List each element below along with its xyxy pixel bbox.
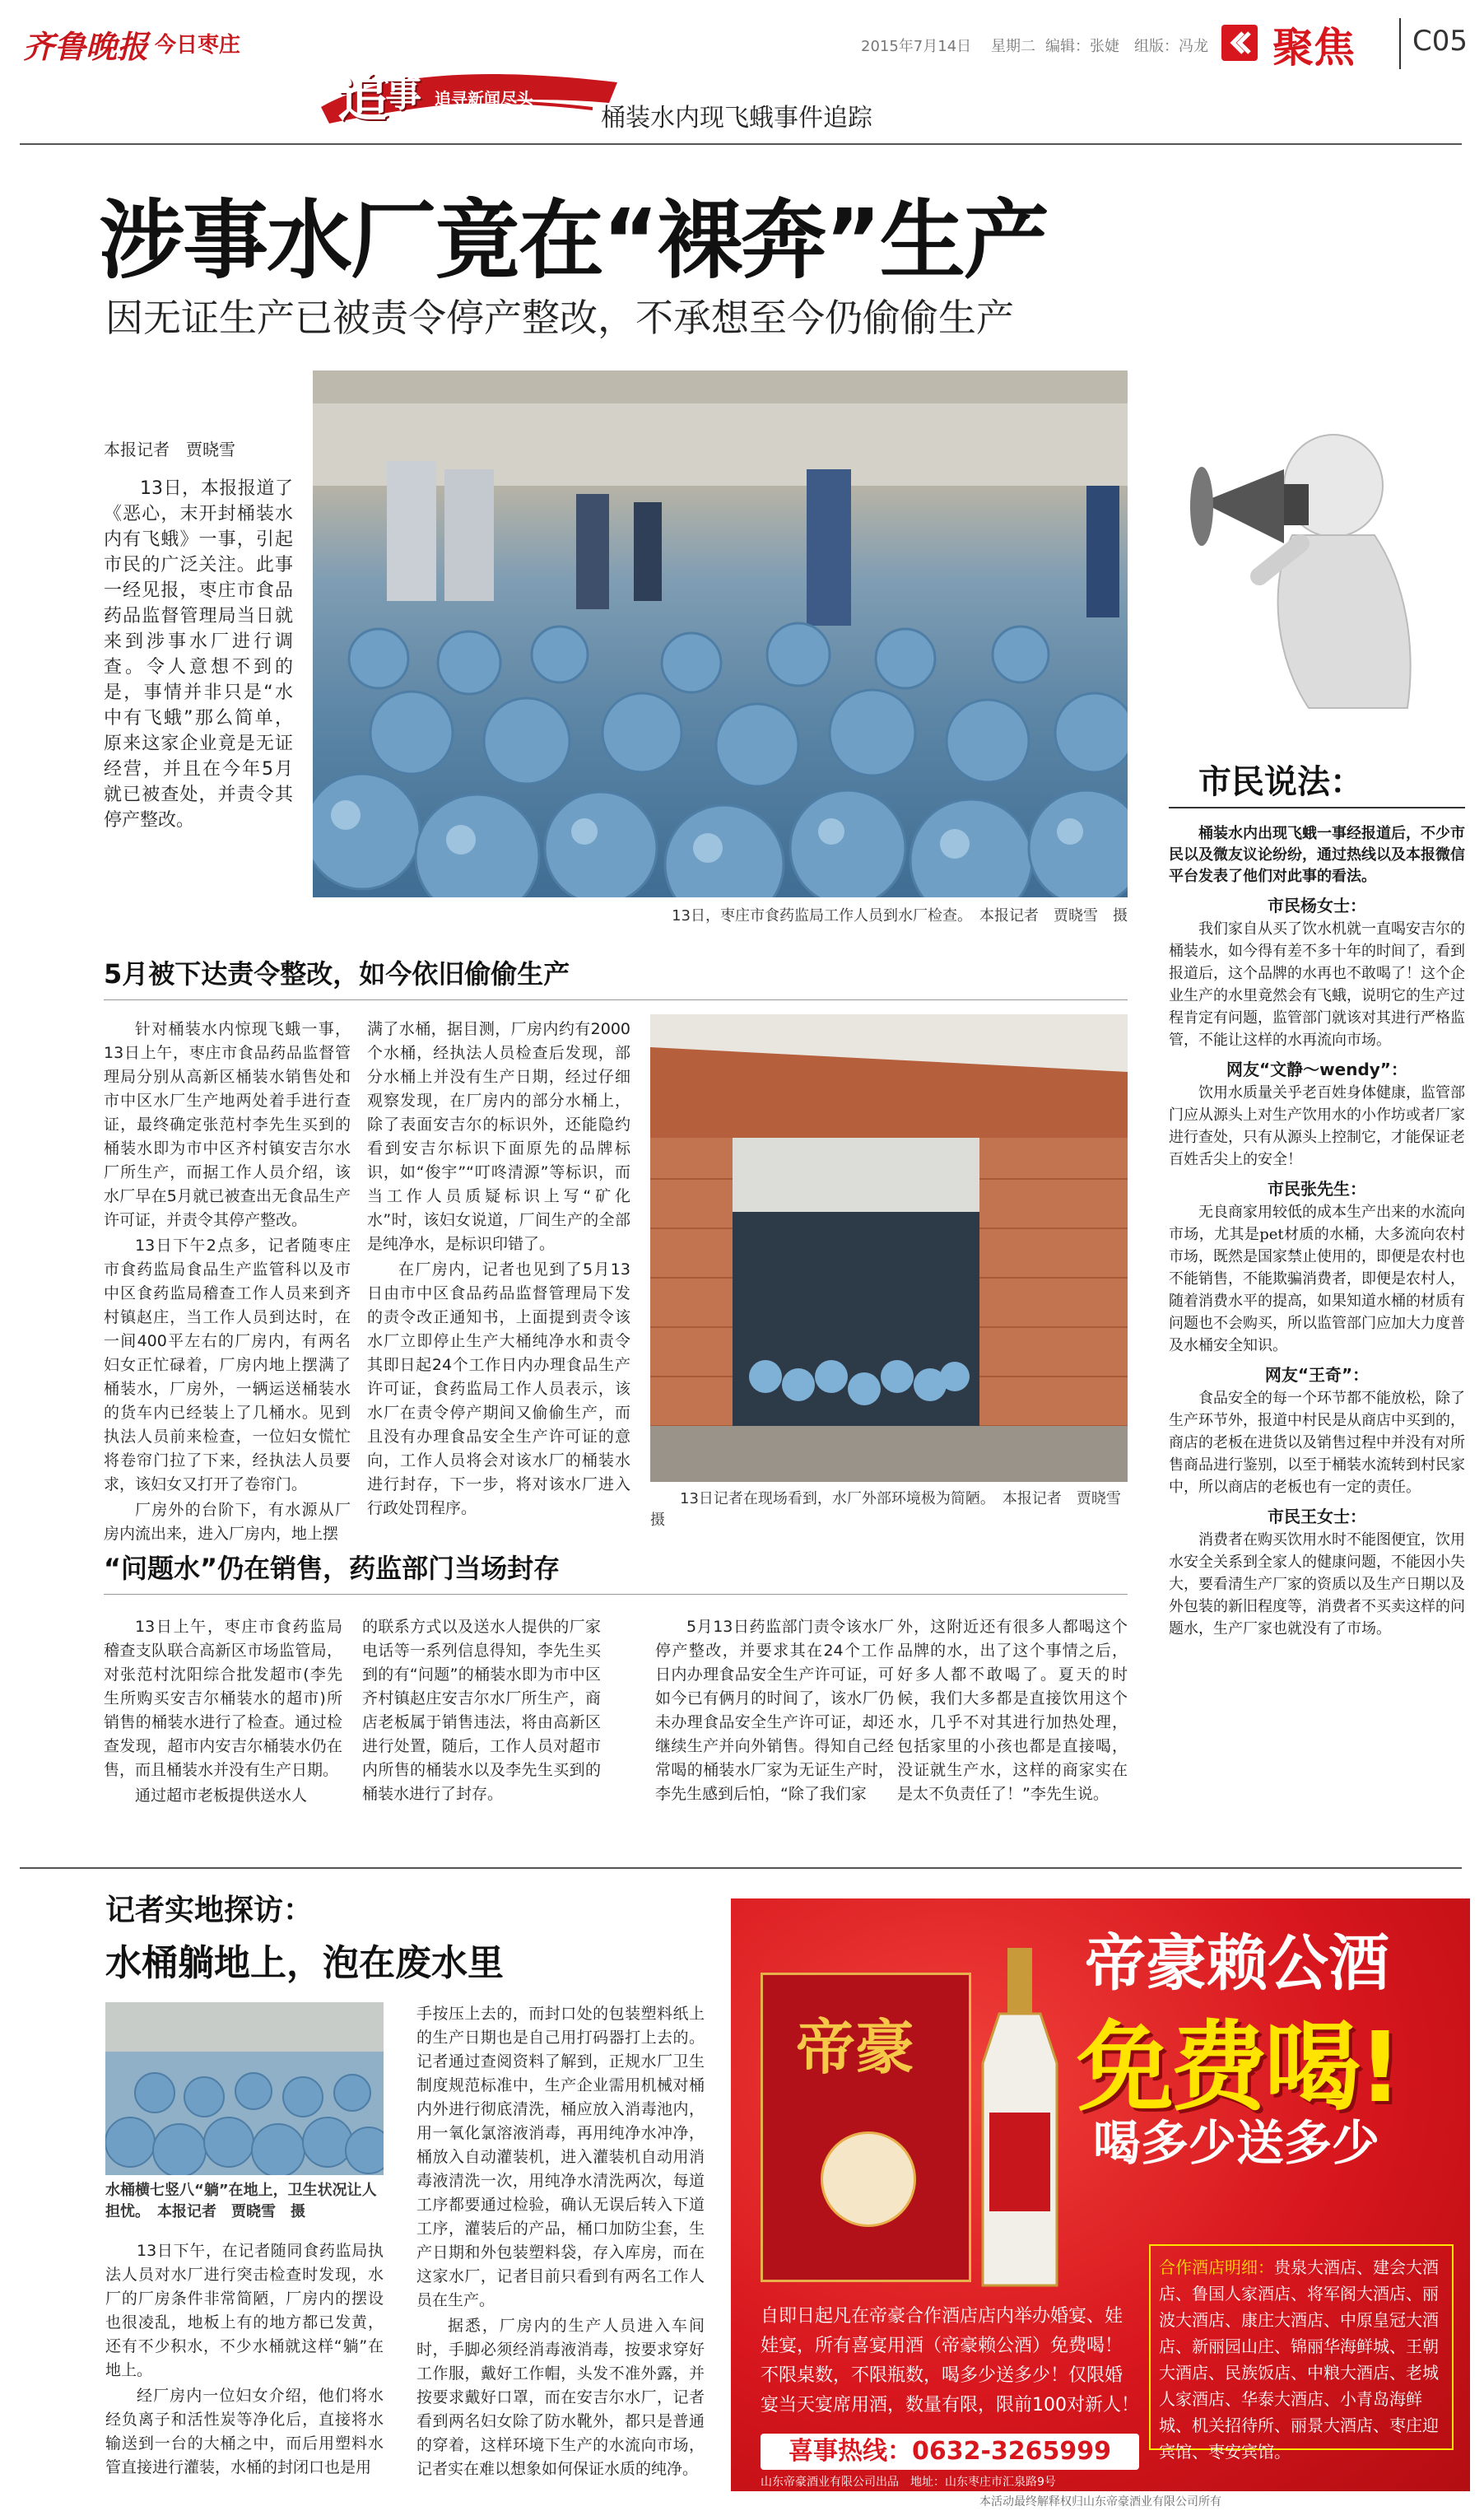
section2-p4: 5月13日药监部门责令该水厂停产整改，并要求其在24个工作日内办理食品安全生产许可证，可如今已有俩月的时间了，该水厂仍未办理食品安全生产许可证，却还继续生产并向外销售。得知自己经常喝的桶装水厂家为无证生产时，李先生感到后怕，“除了我们家 bbox=[655, 1618, 894, 1803]
bottom-section-rule bbox=[20, 1867, 1462, 1869]
edition-label: 今日枣庄 bbox=[155, 33, 241, 58]
weekday: 星期二 bbox=[991, 38, 1035, 55]
lead-text bbox=[104, 476, 293, 835]
section1-p4: 满了水桶，据目测，厂房内约有2000个水桶，经执法人员检查后发现，部分水桶上并没有生产日期，经过仔细观察发现，在厂房内的部分水桶上，除了表面安吉尔的标识外，还能隐约看到安吉尔标识下面原先的品牌标识，如“俊宇”“叮咚清源”等标识，而当工作人员质疑标识上写“矿化水”时，该妇女说道，厂间生产的全部是纯净水，是标识印错了。 bbox=[367, 1020, 630, 1253]
brick-building-photo-icon bbox=[650, 1014, 1128, 1482]
ad-free-drink: 免费喝! bbox=[1077, 2010, 1399, 2124]
section2-col3 bbox=[655, 1615, 894, 1808]
ad-title: 帝豪赖公酒 bbox=[1085, 1928, 1389, 1999]
photo-factory-exterior bbox=[650, 1014, 1128, 1482]
page-number: C05 bbox=[1412, 25, 1468, 58]
section1-p5: 在厂房内，记者也见到了5月13日由市中区食品药品监督管理局下发的责令改正通知书，上面提到责令该水厂立即停止生产大桶纯净水和责令其即日起24个工作日内办理食品生产许可证，食药监局工作人员表示，该水厂在责令停产期间又偷偷生产，而且没有办理食品安全生产许可证的意向，工作人员将会对该水厂的桶装水进行封存，下一步，将对该水厂进入行政处罚程序。 bbox=[367, 1260, 630, 1517]
comment-author: 网友“文静～wendy”： bbox=[1226, 1060, 1407, 1079]
editor: 编辑：张婕 bbox=[1045, 38, 1119, 55]
section1-col1 bbox=[104, 1018, 351, 1548]
ad-hotels-title: 合作酒店明细： bbox=[1159, 2257, 1274, 2277]
comment-wendy bbox=[1169, 1056, 1465, 1171]
photo-inspection-caption: 13日，枣庄市食药监局工作人员到水厂检查。 本报记者 贾晓雪 摄 bbox=[672, 907, 1128, 925]
comment-author: 网友“王奇”： bbox=[1264, 1365, 1370, 1385]
visit-p2: 经厂房内一位妇女介绍，他们将水经负离子和活性炭等净化后，直接将水输送到一台的大桶之中，而后用塑料水管直接进行灌装，水桶的封闭口也是用 bbox=[105, 2387, 384, 2476]
visit-p1: 13日下午，在记者随同食药监局执法人员对水厂进行突击检查时发现，水厂的厂房条件非常简陋，厂房内的摆设也很凌乱，地板上有的地方都已发黄，还有不少积水，不少水桶就这样“躺”在地上。 bbox=[105, 2242, 384, 2379]
section-divider bbox=[1399, 18, 1401, 69]
masthead-rule bbox=[20, 143, 1462, 145]
comment-author: 市民杨女士： bbox=[1268, 896, 1366, 915]
section2-col1 bbox=[104, 1615, 342, 1810]
ad-offer-text: 自即日起凡在帝豪合作酒店店内举办婚宴、娃娃宴，所有喜宴用酒（帝豪赖公酒）免费喝！不限桌数，不限瓶数，喝多少送多少！仅限婚宴当天宴席用酒，数量有限，限前100对新人！ bbox=[761, 2306, 1139, 2415]
comment-text: 食品安全的每一个环节都不能放松，除了生产环节外，报道中村民是从商店中买到的，商店的老板在进货以及销售过程中并没有对所售商品进行鉴别，以至于桶装水流转到村民家中，所以商店的老板也有一定的责任。 bbox=[1169, 1390, 1465, 1496]
section-icon bbox=[1221, 25, 1258, 61]
citizens-title: 市民说法： bbox=[1198, 763, 1363, 801]
section1-title: 5月被下达责令整改，如今依旧偷偷生产 bbox=[104, 958, 570, 990]
comment-author: 市民王女士： bbox=[1268, 1507, 1366, 1526]
citizens-intro: 桶装水内出现飞蛾一事经报道后，不少市民以及微友议论纷纷，通过热线以及本报微信平台发表了他们对此事的看法。 bbox=[1169, 825, 1465, 885]
comment-author: 市民张先生： bbox=[1268, 1179, 1366, 1199]
photo-factory-caption: 13日记者在现场看到，水厂外部环境极为简陋。 本报记者 贾晓雪 摄 bbox=[650, 1490, 1136, 1529]
ad-product-box bbox=[761, 1973, 971, 2282]
section1-p2: 13日下午2点多，记者随枣庄市食药监局食品生产监管科以及市中区食药监局稽查工作人员来到齐村镇赵庄，当工作人员到达时，在一间400平左右的厂房内，有两名妇女正忙碌着，厂房内地上摆满了桶装水，厂房外，一辆运送桶装水的货车内已经装上了几桶水。见到执法人员前来检查，一位妇女慌忙将卷帘门拉了下来，经执法人员要求，该妇女又打开了卷帘门。 bbox=[104, 1237, 351, 1493]
ad-banner[interactable] bbox=[731, 1898, 1470, 2491]
ad-bottle bbox=[975, 1948, 1065, 2294]
section2-title: “问题水”仍在销售，药监部门当场封存 bbox=[104, 1553, 561, 1584]
ad-hotline-label: 喜事热线： bbox=[788, 2437, 912, 2466]
ad-hotline[interactable] bbox=[761, 2434, 1139, 2470]
comment-text: 我们家自从买了饮水机就一直喝安吉尔的桶装水，如今得有差不多十年的时间了，看到报道后，这个品牌的水再也不敢喝了！这个企业生产的水里竟然会有飞蛾，说明它的生产过程肯定有问题，监管部门就该对其进行严格监管，不能让这样的水再流向市场。 bbox=[1169, 920, 1465, 1049]
photo-bottles-floor bbox=[105, 2002, 384, 2175]
liquor-bottle-icon bbox=[975, 1948, 1065, 2294]
comment-zhang bbox=[1169, 1176, 1465, 1357]
photo-bottles-caption: 水桶横七竖八“躺”在地上，卫生状况让人担忧。 本报记者 贾晓雪 摄 bbox=[105, 2182, 377, 2220]
ad-slogan: 喝多少送多少 bbox=[1093, 2115, 1380, 2171]
visit-p4: 据悉，厂房内的生产人员进入车间时，手脚必须经消毒液消毒，按要求穿好工作服，戴好工作帽，头发不准外露，并按要求戴好口罩，而在安吉尔水厂，记者看到两名妇女除了防水靴外，都只是普通的穿着，这样环境下生产的水流向市场，记者实在难以想象如何保证水质的纯净。 bbox=[416, 2317, 705, 2478]
zhuishi-logo bbox=[313, 58, 626, 132]
section2-rule bbox=[104, 1594, 1128, 1595]
comment-wangqi bbox=[1169, 1362, 1465, 1498]
section2-p2: 通过超市老板提供送水人 bbox=[135, 1787, 308, 1805]
comment-yang bbox=[1169, 892, 1465, 1051]
water-bottles-photo-icon bbox=[313, 370, 1128, 897]
visit-title: 水桶躺地上，泡在废水里 bbox=[105, 1942, 504, 1984]
shi-char: 事 bbox=[385, 73, 421, 115]
zhui-subtitle: 追寻新闻尽头 bbox=[435, 89, 533, 109]
citizens-comments bbox=[1169, 823, 1465, 1642]
citizens-rule bbox=[1169, 807, 1465, 808]
photo-inspection bbox=[313, 370, 1128, 897]
section2-p1: 13日上午，枣庄市食药监局稽查支队联合高新区市场监管局，对张范村沈阳综合批发超市(李先生所购买安吉尔桶装水的超市)所销售的桶装水进行了检查。通过检查发现，超市内安吉尔桶装水仍在售，而且桶装水并没有生产日期。 bbox=[104, 1618, 342, 1779]
ad-box-brand: 帝豪 bbox=[796, 2012, 915, 2082]
date: 2015年7月14日 bbox=[861, 38, 972, 55]
visit-col1 bbox=[105, 2239, 384, 2481]
section2-col2 bbox=[362, 1615, 601, 1808]
paper-logo: 齐鲁晚报 bbox=[23, 28, 149, 65]
ad-footer: 山东帝豪酒业有限公司出品 地址：山东枣庄市汇泉路9号 bbox=[761, 2476, 1056, 2489]
visit-p3: 手按压上去的，而封口处的包装塑料纸上的生产日期也是自己用打码器打上去的。记者通过查阅资料了解到，正规水厂卫生制度规范标准中，生产企业需用机械对桶内外进行彻底清洗，桶应放入消毒池内，用一氧化氯溶液消毒，再用纯净水冲净，桶放入自动灌装机，进入灌装机自动用消毒液清洗一次，用纯净水清洗两次，每道工序都要通过检验，确认无误后转入下道工序，灌装后的产品，桶口加防尘套，生产日期和外包装塑料袋，存入库房，而在这家水厂，记者目前只看到有两名工作人员在生产。 bbox=[416, 2005, 705, 2309]
zhui-char: 追 bbox=[337, 68, 389, 128]
comment-text: 消费者在购买饮用水时不能图便宜，饮用水安全关系到全家人的健康问题，不能因小失大，要看清生产厂家的资质以及生产日期以及外包装的新旧程度等，消费者不买卖这样的问题水，生产厂家也就没有了市场。 bbox=[1169, 1531, 1465, 1638]
section1-p1: 针对桶装水内惊现飞蛾一事，13日上午，枣庄市食品药品监督管理局分别从高新区桶装水销售处和市中区水厂生产地两处着手进行查证，最终确定张范村李先生买到的桶装水即为市中区齐村镇安吉尔水厂所生产，而据工作人员介绍，该水厂早在5月就已被查出无食品生产许可证，并责令其停产整改。 bbox=[104, 1020, 351, 1229]
ad-box-portrait bbox=[821, 2131, 916, 2227]
visit-kicker: 记者实地探访： bbox=[105, 1894, 314, 1927]
lead-paragraph: 13日，本报报道了《恶心，末开封桶装水内有飞蛾》一事，引起市民的广泛关注。此事一经见报，枣庄市食品药品监督管理局当日就来到涉事水厂进行调查。令人意想不到的是，事情并非只是“水中有飞蛾”那么简单，原来这家企业竟是无证经营，并且在今年5月就已被查处，并责令其停产整改。 bbox=[104, 478, 293, 831]
section1-rule bbox=[104, 999, 1128, 1000]
section1-p3: 厂房外的台阶下，有水源从厂房内流出来，进入厂房内，地上摆 bbox=[104, 1501, 351, 1543]
main-headline: 涉事水厂竟在“裸奔”生产 bbox=[99, 190, 1048, 291]
bottles-floor-photo-icon bbox=[105, 2002, 384, 2175]
comment-text: 饮用水质量关乎老百姓身体健康，监管部门应从源头上对生产饮用水的小作坊或者厂家进行查处，只有从源头上控制它，才能保证老百姓舌尖上的安全！ bbox=[1169, 1084, 1465, 1168]
comment-wang bbox=[1169, 1503, 1465, 1640]
section2-p3: 的联系方式以及送水人提供的厂家电话等一系列信息得知，李先生买到的有“问题”的桶装水即为市中区齐村镇赵庄安吉尔水厂所生产，商店老板属于销售违法，将由高新区进行处置，随后，工作人员对超市内所售的桶装水以及李先生买到的桶装水进行了封存。 bbox=[362, 1618, 601, 1803]
sub-headline: 因无证生产已被责令停产整改，不承想至今仍偷偷生产 bbox=[105, 296, 1014, 340]
ad-hotel-box bbox=[1149, 2244, 1454, 2462]
section-name: 聚焦 bbox=[1272, 24, 1355, 72]
section1-col2 bbox=[367, 1018, 630, 1522]
section2-p5: 外，这附近还有很多人都喝这个品牌的水，出了这个事情之后，好多人都不敢喝了。夏天的时候，我们大多都是直接饮用这个水，几乎不对其进行加热处理，包括家里的小孩也都是直接喝，没证就生产水，这样的商家实在是太不负责任了！”李先生说。 bbox=[897, 1618, 1128, 1803]
megaphone-person-icon bbox=[1169, 387, 1440, 716]
ad-hotline-number: 0632-3265999 bbox=[911, 2437, 1112, 2466]
layout-editor: 组版：冯龙 bbox=[1134, 38, 1208, 55]
series-title: 桶装水内现飞蛾事件追踪 bbox=[601, 104, 872, 133]
ad-fineprint: 本活动最终解释权归山东帝豪酒业有限公司所有 bbox=[979, 2495, 1221, 2509]
visit-col2 bbox=[416, 2002, 705, 2483]
section2-col4 bbox=[897, 1615, 1128, 1808]
comment-text: 无良商家用较低的成本生产出来的水流向市场，尤其是pet材质的水桶，大多流向农村市场，既然是国家禁止使用的，即便是农村也不能销售，不能欺骗消费者，即便是农村人，随着消费水平的提高，如果知道水桶的材质有问题也不会购买，所以监管部门应加大力度普及水桶安全知识。 bbox=[1169, 1204, 1465, 1354]
ad-hotels-list: 贵泉大酒店、建会大酒店、鲁国人家酒店、将军阁大酒店、丽波大酒店、康庄大酒店、中原皇冠大酒店、新丽园山庄、锦丽华海鲜城、王朝大酒店、民族饭店、中粮大酒店、老城人家酒店、华泰大酒店、小青岛海鲜城、机关招待所、丽景大酒店、枣庄迎宾馆、枣安宾馆。 bbox=[1159, 2257, 1439, 2462]
lead-byline: 本报记者 贾晓雪 bbox=[104, 440, 235, 459]
masthead bbox=[0, 0, 1484, 148]
chevron-left-icon bbox=[1221, 25, 1258, 61]
megaphone-illustration bbox=[1169, 387, 1440, 716]
